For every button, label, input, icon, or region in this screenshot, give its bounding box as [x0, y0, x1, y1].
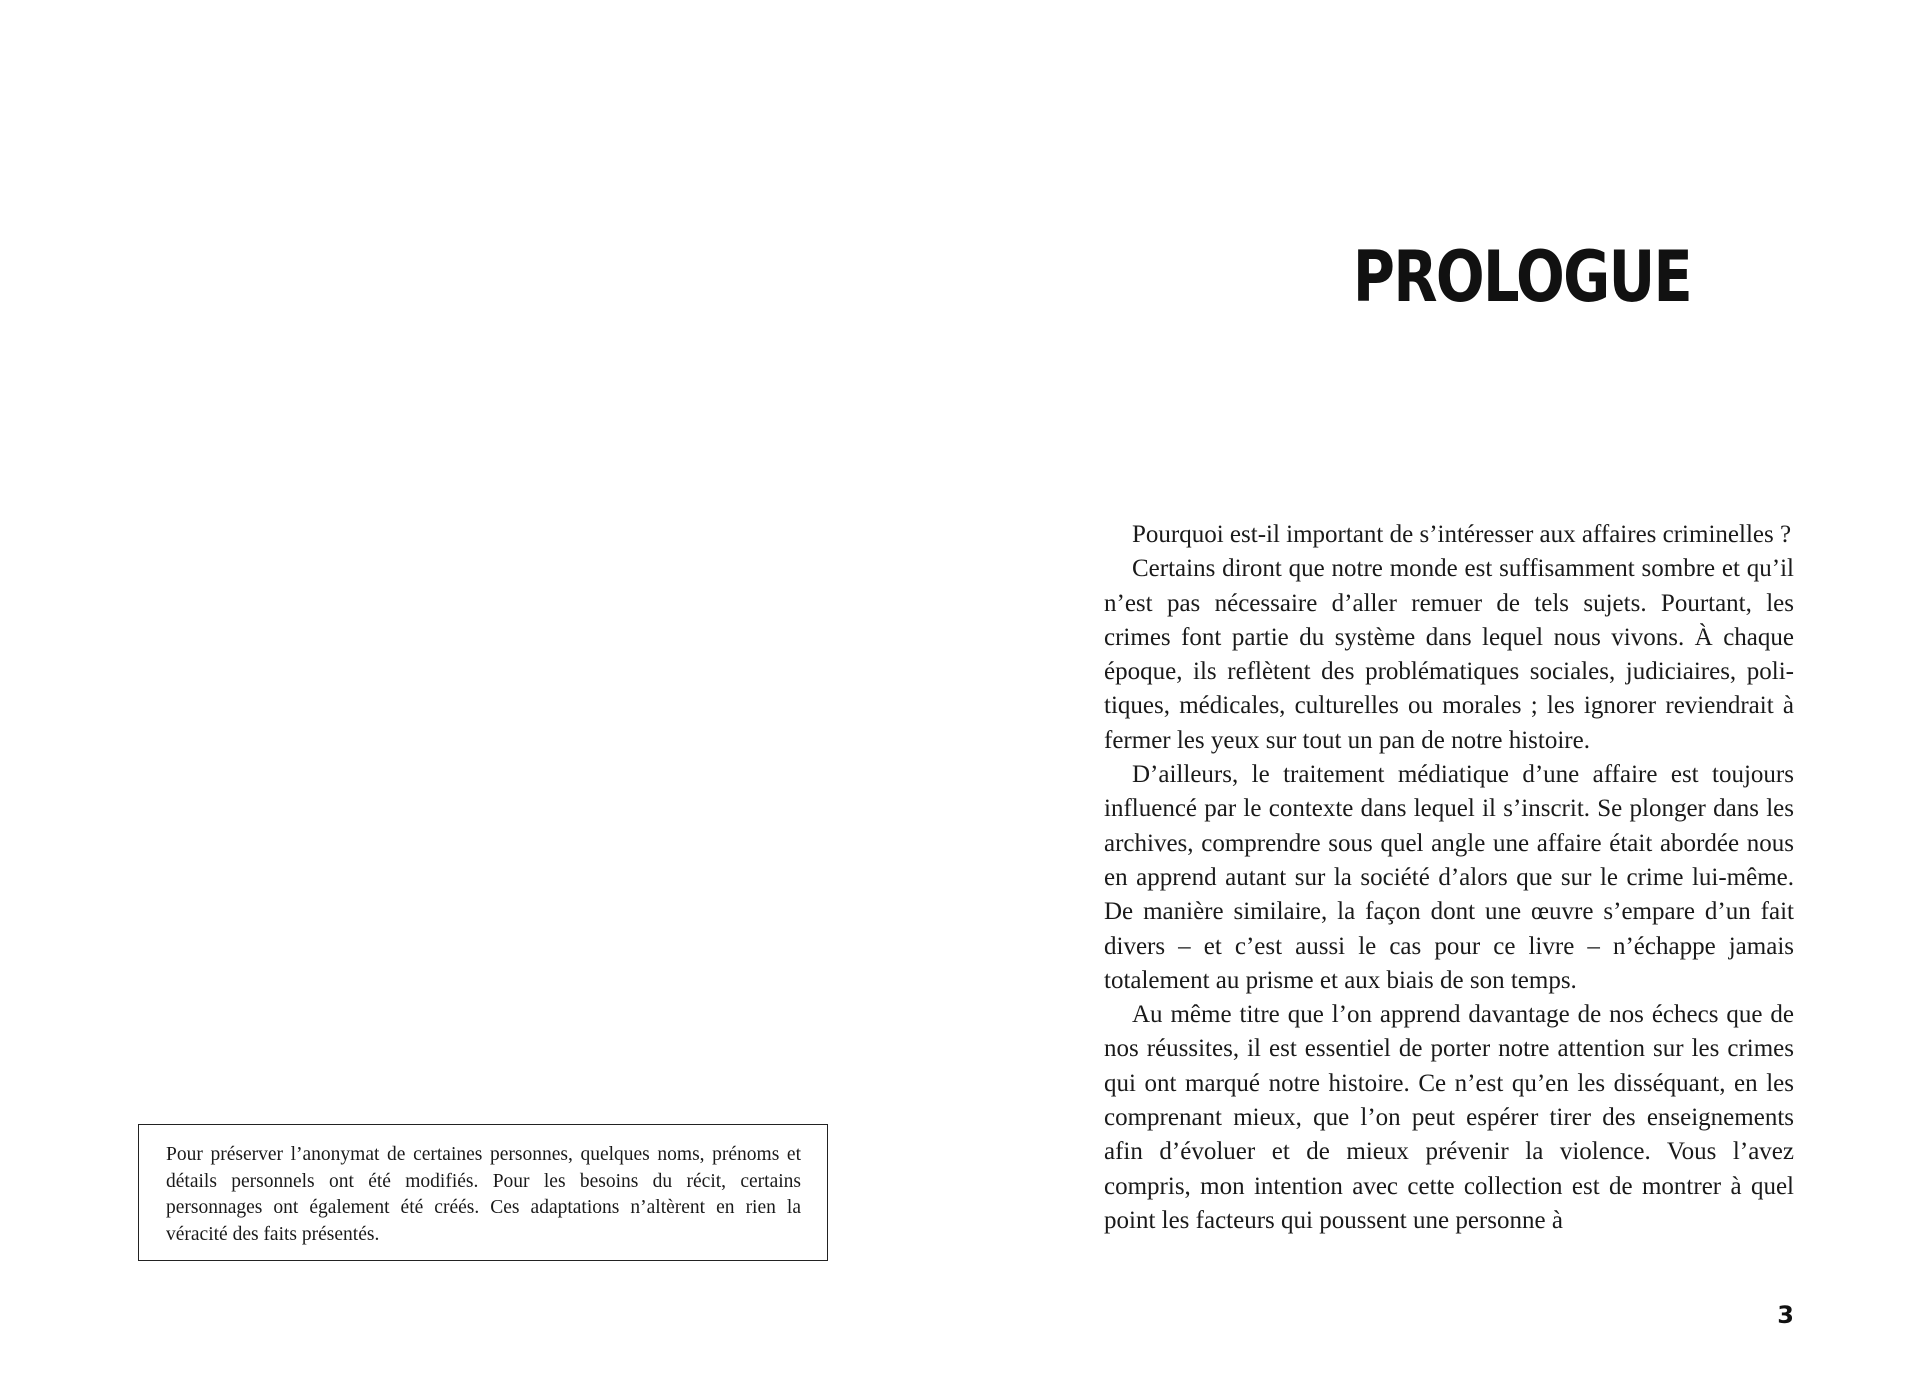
paragraph-3: D’ailleurs, le traitement médiatique d’une affaire est toujours influencé par le contexte dans lequel il s’inscrit. Se plonger dans les archives, comprendre sous quel angle une affaire était abordée nous en apprend autant sur la société d’alors que sur le crime lui-même. De manière similaire, la façon dont une œuvre s’empare d’un fait divers – et c’est aussi le cas pour ce livre – n’échappe jamais totalement au prisme et aux biais de son temps. [1104, 761, 1794, 994]
prologue-body [1104, 518, 1794, 1238]
right-page [956, 0, 1912, 1400]
chapter-title: PROLOGUE [1352, 236, 1692, 318]
anonymity-notice-box [138, 1124, 828, 1261]
page-number: 3 [1777, 1301, 1794, 1329]
paragraph-4: Au même titre que l’on apprend davantage de nos échecs que de nos réussites, il est essentiel de porter notre attention sur les crimes qui ont marqué notre histoire. Ce n’est qu’en les disséquant, en les comprenant mieux, que l’on peut espérer tirer des enseignements afin d’évoluer et de mieux prévenir la violence. Vous l’avez compris, mon intention avec cette collection est de montrer à quel point les facteurs qui poussent une personne à [1104, 1001, 1794, 1234]
paragraph-1: Pourquoi est-il important de s’intéresser aux affaires criminelles ? [1132, 521, 1792, 548]
anonymity-notice-text: Pour préserver l’anonymat de certaines personnes, quelques noms, prénoms et détails personnels ont été modifiés. Pour les besoins du récit, certains personnages ont également été créés. Ces adaptations n’altèrent en rien la véracité des faits présentés. [166, 1144, 801, 1245]
paragraph-2: Certains diront que notre monde est suffisamment sombre et qu’il n’est pas nécessaire d’aller remuer de tels sujets. Pourtant, les crimes font partie du système dans lequel nous vivons. À chaque époque, ils reflètent des problématiques sociales, judiciaires, politiques, médicales, culturelles ou morales ; les ignorer reviendrait à fermer les yeux sur tout un pan de notre histoire. [1104, 555, 1794, 754]
